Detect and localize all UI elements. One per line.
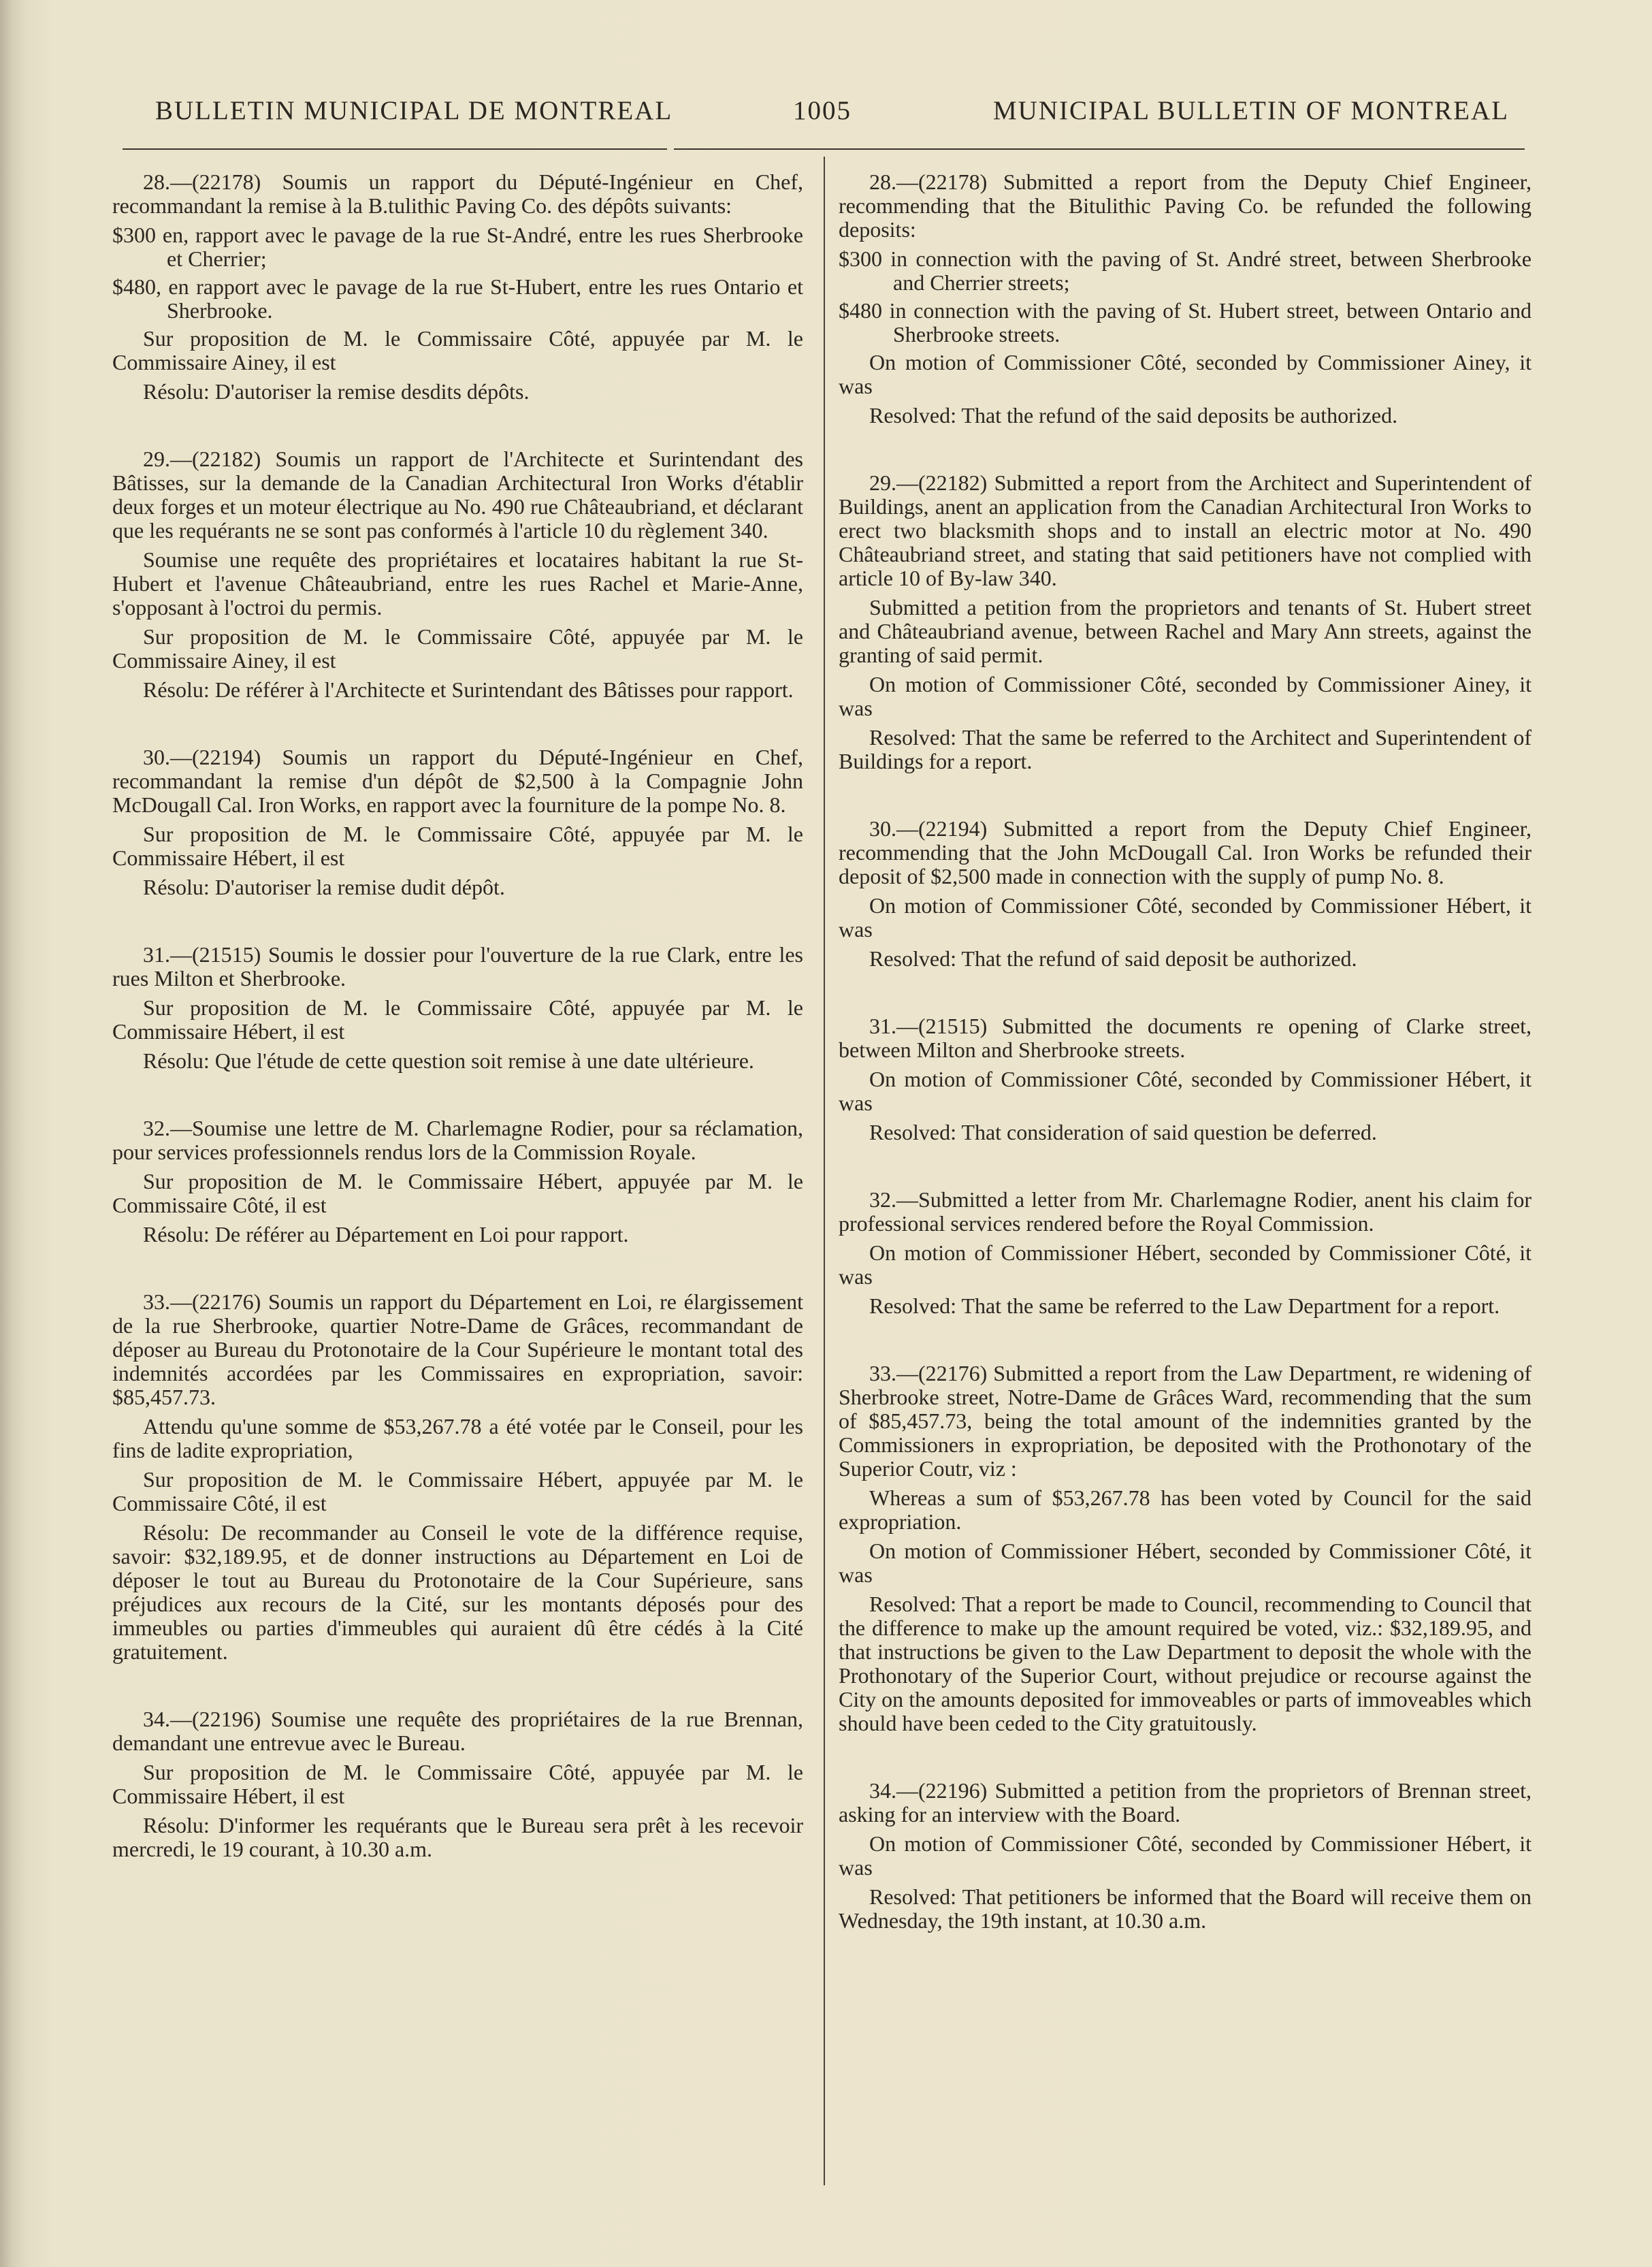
- resolution-text: Résolu: D'autoriser la remise desdits dépôts.: [143, 379, 530, 404]
- entry-paragraph: 28.—(22178) Soumis un rapport du Député-Ingénieur en Chef, recommandant la remise à la B.tulithic Paving Co. des dépôts suivants:: [112, 170, 803, 218]
- resolution-text: Resolved: That the same be referred to the Architect and Superintendent of Buildings for a report.: [839, 725, 1532, 773]
- entry-paragraph: 29.—(22182) Soumis un rapport de l'Architecte et Surintendant des Bâtisses, sur la demande de la Canadian Architectural Iron Works d'établir deux forges et un moteur électrique au No. 490 rue Châteaubriand, et déclarant que les requérants ne se sont pas conformés à l'article 10 du règlement 340.: [112, 447, 803, 543]
- en-entry: [839, 1779, 1532, 1933]
- en-entry: [839, 471, 1532, 773]
- entry-paragraph: 33.—(22176) Soumis un rapport du Département en Loi, re élargissement de la rue Sherbrooke, quartier Notre-Dame de Grâces, recommandant de déposer au Bureau du Protonotaire de la Cour Supérieure le montant total des indemnités accordées par les Commissaires en expropriation, savoir: $85,457.73.: [112, 1289, 803, 1409]
- resolution-text: Resolved: That the same be referred to the Law Department for a report.: [869, 1293, 1500, 1318]
- english-column: [839, 170, 1532, 1976]
- entry-paragraph: 32.—Submitted a letter from Mr. Charlemagne Rodier, anent his claim for professional services rendered before the Royal Commission.: [839, 1187, 1532, 1236]
- resolution-text: Résolu: Que l'étude de cette question soit remise à une date ultérieure.: [143, 1048, 754, 1073]
- motion-text: Sur proposition de M. le Commissaire Hébert, appuyée par M. le Commissaire Côté, il est: [112, 1169, 803, 1217]
- motion-text: On motion of Commissioner Côté, seconded by Commissioner Hébert, it was: [839, 1831, 1532, 1880]
- en-entry: [839, 170, 1532, 428]
- motion-text: On motion of Commissioner Côté, seconded by Commissioner Ainey, it was: [839, 350, 1532, 398]
- entry-paragraph: 31.—(21515) Soumis le dossier pour l'ouverture de la rue Clark, entre les rues Milton et Sherbrooke.: [112, 942, 803, 991]
- motion-text: Sur proposition de M. le Commissaire Hébert, appuyée par M. le Commissaire Côté, il est: [112, 1467, 803, 1515]
- resolution-text: Résolu: De référer à l'Architecte et Surintendant des Bâtisses pour rapport.: [143, 677, 794, 702]
- resolution-text: Résolu: De recommander au Conseil le vote de la différence requise, savoir: $32,189.95, et de donner instructions au Département en Loi de déposer le tout au Bureau du Protonotaire de la Cour Supérieure, sans préjudices aux recours de la Cité, sur les montants déposés pour des immeubles ou parties d'immeubles qui auraient dû être cédés à la Cité gratuitement.: [112, 1520, 803, 1664]
- entry-paragraph: 34.—(22196) Soumise une requête des propriétaires de la rue Brennan, demandant une entrevue avec le Bureau.: [112, 1707, 803, 1755]
- motion-text: Sur proposition de M. le Commissaire Côté, appuyée par M. le Commissaire Hébert, il est: [112, 1760, 803, 1808]
- entry-paragraph: 32.—Soumise une lettre de M. Charlemagne Rodier, pour sa réclamation, pour services professionnels rendus lors de la Commission Royale.: [112, 1116, 803, 1164]
- entry-paragraph: Whereas a sum of $53,267.78 has been voted by Council for the said expropriation.: [839, 1485, 1532, 1534]
- entry-paragraph: 31.—(21515) Submitted the documents re opening of Clarke street, between Milton and Sherbrooke streets.: [839, 1014, 1532, 1062]
- fr-entry: [112, 745, 803, 899]
- page-number: 1005: [793, 96, 852, 125]
- column-divider: [824, 157, 825, 2185]
- resolution-text: Resolved: That the refund of said deposit be authorized.: [869, 946, 1357, 971]
- entry-paragraph: Submitted a petition from the proprietors and tenants of St. Hubert street and Châteaubriand avenue, between Rachel and Mary Ann streets, against the granting of said permit.: [839, 595, 1532, 667]
- en-entry: [839, 1362, 1532, 1735]
- fr-entry: [112, 170, 803, 404]
- deposit-item: $300 en, rapport avec le pavage de la rue St-André, entre les rues Sherbrooke et Cherrier;: [112, 223, 803, 271]
- fr-entry: [112, 447, 803, 702]
- motion-text: On motion of Commissioner Côté, seconded by Commissioner Ainey, it was: [839, 672, 1532, 720]
- page-header: [123, 95, 1516, 129]
- entry-paragraph: Attendu qu'une somme de $53,267.78 a été votée par le Conseil, pour les fins de ladite expropriation,: [112, 1414, 803, 1462]
- motion-text: Sur proposition de M. le Commissaire Côté, appuyée par M. le Commissaire Ainey, il est: [112, 624, 803, 673]
- resolution-text: Resolved: That a report be made to Council, recommending to Council that the difference to make up the amount required be voted, viz.: $32,189.95, and that instructions be given to the Law Department to deposit the whole with the Prothonotary of the Superior Court, without prejudice or recourse against the City on the amounts deposited for immoveables or parts of immoveables which should have been ceded to the City gratuitously.: [839, 1592, 1532, 1735]
- entry-paragraph: 33.—(22176) Submitted a report from the Law Department, re widening of Sherbrooke street, Notre-Dame de Grâces Ward, recommending that the sum of $85,457.73, being the total amount of the indemnities granted by the Commissioners in expropriation, be deposited with the Prothonotary of the Superior Coutr, viz :: [839, 1361, 1532, 1481]
- french-column: [112, 170, 803, 1905]
- fr-entry: [112, 1116, 803, 1247]
- header-rule-left: [123, 148, 667, 150]
- resolution-text: Resolved: That consideration of said question be deferred.: [869, 1120, 1377, 1144]
- en-entry: [839, 817, 1532, 971]
- fr-entry: [112, 943, 803, 1073]
- motion-text: On motion of Commissioner Hébert, seconded by Commissioner Côté, it was: [839, 1539, 1532, 1587]
- entry-paragraph: 29.—(22182) Submitted a report from the Architect and Superintendent of Buildings, anent an application from the Canadian Architectural Iron Works to erect two blacksmith shops and to install an electric motor at No. 490 Châteaubriand street, and stating that said petitioners have not complied with article 10 of By-law 340.: [839, 470, 1532, 590]
- entry-paragraph: 30.—(22194) Submitted a report from the Deputy Chief Engineer, recommending that the John McDougall Cal. Iron Works be refunded their deposit of $2,500 made in connection with the supply of pump No. 8.: [839, 816, 1532, 888]
- motion-text: Sur proposition de M. le Commissaire Côté, appuyée par M. le Commissaire Hébert, il est: [112, 822, 803, 870]
- fr-entry: [112, 1290, 803, 1664]
- header-rule-right: [674, 148, 1525, 150]
- resolution-text: Résolu: D'informer les requérants que le Bureau sera prêt à les recevoir mercredi, le 19 courant, à 10.30 a.m.: [112, 1813, 803, 1861]
- deposit-item: $300 in connection with the paving of St. André street, between Sherbrooke and Cherrier streets;: [839, 246, 1532, 295]
- deposit-item: $480 in connection with the paving of St. Hubert street, between Ontario and Sherbrooke streets.: [839, 298, 1532, 347]
- motion-text: On motion of Commissioner Côté, seconded by Commissioner Hébert, it was: [839, 893, 1532, 942]
- motion-text: Sur proposition de M. le Commissaire Côté, appuyée par M. le Commissaire Hébert, il est: [112, 995, 803, 1044]
- motion-text: Sur proposition de M. le Commissaire Côté, appuyée par M. le Commissaire Ainey, il est: [112, 326, 803, 374]
- entry-paragraph: 28.—(22178) Submitted a report from the Deputy Chief Engineer, recommending that the Bitulithic Paving Co. be refunded the following deposits:: [839, 170, 1532, 242]
- fr-entry: [112, 1707, 803, 1861]
- resolution-text: Résolu: De référer au Département en Loi pour rapport.: [143, 1222, 629, 1247]
- header-title-fr: BULLETIN MUNICIPAL DE MONTREAL: [155, 96, 673, 125]
- motion-text: On motion of Commissioner Hébert, seconded by Commissioner Côté, it was: [839, 1240, 1532, 1289]
- resolution-text: Resolved: That petitioners be informed that the Board will receive them on Wednesday, the 19th instant, at 10.30 a.m.: [839, 1884, 1532, 1933]
- en-entry: [839, 1014, 1532, 1144]
- entry-paragraph: Soumise une requête des propriétaires et locataires habitant la rue St-Hubert et l'avenue Châteaubriand, entre les rues Rachel et Marie-Anne, s'opposant à l'octroi du permis.: [112, 547, 803, 620]
- resolution-text: Résolu: D'autoriser la remise dudit dépôt.: [143, 875, 505, 899]
- entry-paragraph: 30.—(22194) Soumis un rapport du Député-Ingénieur en Chef, recommandant la remise d'un dépôt de $2,500 à la Compagnie John McDougall Cal. Iron Works, en rapport avec la fourniture de la pompe No. 8.: [112, 745, 803, 817]
- resolution-text: Resolved: That the refund of the said deposits be authorized.: [869, 403, 1398, 428]
- motion-text: On motion of Commissioner Côté, seconded by Commissioner Hébert, it was: [839, 1067, 1532, 1115]
- en-entry: [839, 1188, 1532, 1318]
- deposit-item: $480, en rapport avec le pavage de la rue St-Hubert, entre les rues Ontario et Sherbrooke.: [112, 274, 803, 323]
- header-title-en: MUNICIPAL BULLETIN OF MONTREAL: [992, 96, 1509, 125]
- entry-paragraph: 34.—(22196) Submitted a petition from the proprietors of Brennan street, asking for an interview with the Board.: [839, 1778, 1532, 1827]
